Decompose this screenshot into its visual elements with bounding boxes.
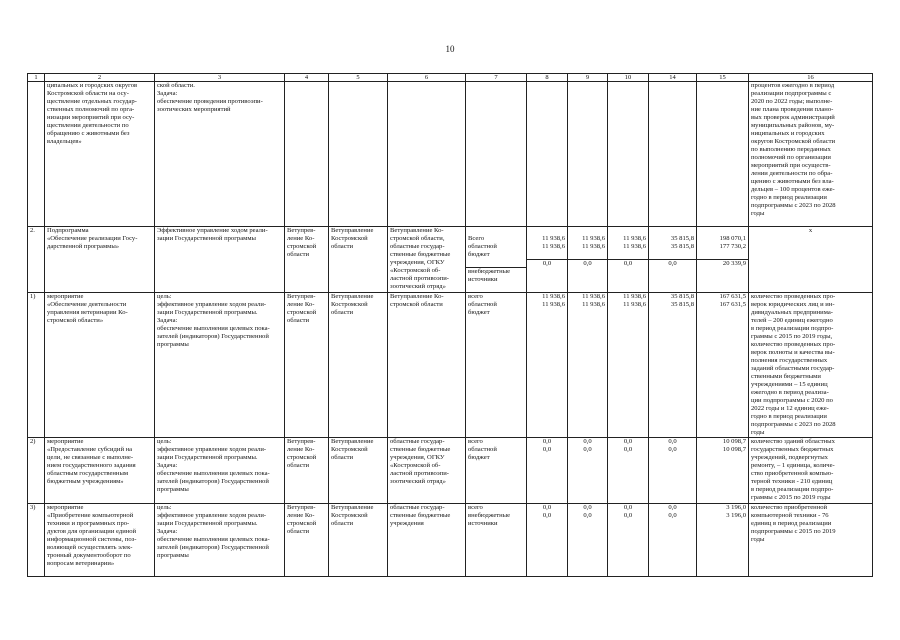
row-number: 1) [28, 293, 45, 438]
indicator-text: количество проведенных про- верок юридических лиц и ин- дивидуальных предпринима- телей – 200 единиц ежегодно в период реализации подпро- граммы с 2015 по 2019 годы, количество проведенных про- верок полноты и качества вы- полнения государственных заданий областными государ- ственными бюджетными учреждениями – 15 единиц ежегодно в период реализа- ции подпрограммы с 2020 по 2022 годы и 12 единиц еже- годно в период реализации подпрограммы с 2023 по 2028 годы [749, 293, 873, 438]
column-number: 7 [466, 74, 527, 82]
participants: областные государ- ственные бюджетные учреждения, ОГКУ «Костромской об- ластной противоэпи- зоотический отряд» [388, 438, 466, 504]
amount-cell: 0,0 0,0 [568, 504, 608, 577]
amount-main: 11 938,6 11 938,6 [582, 235, 605, 250]
column-number: 14 [649, 74, 697, 82]
total-cell [697, 82, 749, 227]
coordinator: Ветуправление Костромской области [329, 504, 388, 577]
page-number: 10 [445, 44, 455, 54]
amount-cell [527, 82, 568, 227]
participants: областные государ- ственные бюджетные учреждения [388, 504, 466, 577]
goal-task: цель: эффективное управление ходом реали- зации Государственной программы. Задача: обеспечение выполнения целевых пока- зателей (индикаторов) Государственной программы [155, 438, 285, 504]
total-cell: 3 196,0 3 196,0 [697, 504, 749, 577]
column-number: 15 [697, 74, 749, 82]
coordinator: Ветуправление Костромской области [329, 227, 388, 293]
total-cell: 10 098,7 10 098,7 [697, 438, 749, 504]
table-row [28, 82, 873, 227]
amount-extra: 0,0 [649, 259, 696, 268]
indicator-text: количество приобретенной компьютерной техники - 76 единиц в период реализации подпрограммы с 2015 по 2019 годы [749, 504, 873, 577]
indicator-text: х [749, 227, 873, 293]
row-number: 2. [28, 227, 45, 293]
amount-extra: 0,0 [608, 259, 648, 268]
goal-task: цель: эффективное управление ходом реали- зации Государственной программы. Задача: обеспечение выполнения целевых пока- зателей (индикаторов) Государственной программы [155, 504, 285, 577]
amount-cell [568, 82, 608, 227]
column-number: 6 [388, 74, 466, 82]
amount-cell: 11 938,6 11 938,6 [527, 293, 568, 438]
funding-source [466, 82, 527, 227]
amount-cell: 0,0 0,0 [568, 438, 608, 504]
executor: Ветупрев- ление Ко- стромской области [285, 227, 329, 293]
amount-extra: 0,0 [568, 259, 607, 268]
amount-cell: 11 938,6 11 938,6 [608, 293, 649, 438]
column-number: 10 [608, 74, 649, 82]
amount-main: 11 938,6 11 938,6 [542, 235, 565, 250]
total-extra: 20 339,9 [697, 259, 748, 268]
column-number: 3 [155, 74, 285, 82]
amount-cell: 0,0 0,0 [649, 438, 697, 504]
row-number [28, 82, 45, 227]
amount-cell [649, 227, 697, 293]
column-number: 2 [45, 74, 155, 82]
participants [388, 82, 466, 227]
funding-source: всего областной бюджет [466, 438, 527, 504]
funding-source: всего областной бюджет [466, 293, 527, 438]
table-row [28, 227, 873, 293]
column-number: 16 [749, 74, 873, 82]
executor [285, 82, 329, 227]
amount-cell: 0,0 0,0 [608, 438, 649, 504]
funding-source-extra: внебюджетные источники [466, 267, 526, 284]
table-row [28, 504, 873, 577]
goal-task: Эффективное управление ходом реали- зации Государственной программы [155, 227, 285, 293]
table-row [28, 293, 873, 438]
amount-cell [608, 227, 649, 293]
table-row [28, 438, 873, 504]
funding-source-main: Всего областной бюджет [468, 235, 497, 258]
amount-cell: 0,0 0,0 [649, 504, 697, 577]
participants: Ветуправление Ко- стромской области, областные государ- ственные бюджетные учреждения, ОГКУ «Костромской об- ластной противоэпи- зоотический отряд» [388, 227, 466, 293]
coordinator: Ветуправление Костромской области [329, 293, 388, 438]
total-cell: 167 631,5 167 631,5 [697, 293, 749, 438]
amount-cell: 11 938,6 11 938,6 [568, 293, 608, 438]
amount-cell: 0,0 0,0 [527, 438, 568, 504]
amount-cell: 0,0 0,0 [608, 504, 649, 577]
executor: Ветупрев- ление Ко- стромской области [285, 438, 329, 504]
funding-source [466, 227, 527, 293]
indicator-text: процентов ежегодно в период реализации подпрограммы с 2020 по 2022 годы; выполне- ние плана проведения плано- вых проверок администраций муниципальных районов, му- ниципальных и городских округов Костромской области по выполнению переданных полномочий по организации мероприятий при осуществ- лении деятельности по обра- щению с животными без вла- дельцев – 100 процентов еже- годно в период реализации подпрограммы с 2023 по 2028 годы [749, 82, 873, 227]
amount-main: 11 938,6 11 938,6 [623, 235, 646, 250]
indicator-text: количество зданий областных государственных бюджетных учреждений, подвергнутых ремонту, – 1 единица, количе- ство приобретенной компью- терной техники - 210 единиц в период реализации подпро- граммы с 2015 по 2019 годы [749, 438, 873, 504]
amount-cell [608, 82, 649, 227]
program-name: мероприятие «Приобретение компьютерной техники и программных про- дуктов для организации единой информационной системы, поз- воляющей осуществлять элек- тронный документооборот по вопросам ветеринарии» [45, 504, 155, 577]
program-table [27, 73, 873, 577]
total-main: 198 070,1 177 730,2 [719, 235, 746, 250]
program-name: мероприятие «Обеспечение деятельности управления ветеринарии Ко- стромской области» [45, 293, 155, 438]
column-number: 8 [527, 74, 568, 82]
row-number: 3) [28, 504, 45, 577]
row-number: 2) [28, 438, 45, 504]
amount-cell: 35 815,8 35 815,8 [649, 293, 697, 438]
amount-cell [527, 227, 568, 293]
program-name: Подпрограмма «Обеспечение реализации Госу- дарственной программы» [45, 227, 155, 293]
column-number: 5 [329, 74, 388, 82]
column-number: 9 [568, 74, 608, 82]
amount-cell [649, 82, 697, 227]
executor: Ветупрев- ление Ко- стромской области [285, 293, 329, 438]
amount-main: 35 815,8 35 815,8 [670, 235, 694, 250]
amount-cell [568, 227, 608, 293]
amount-cell: 0,0 0,0 [527, 504, 568, 577]
total-cell [697, 227, 749, 293]
amount-extra: 0,0 [527, 259, 567, 268]
executor: Ветупрев- ление Ко- стромской области [285, 504, 329, 577]
column-number: 4 [285, 74, 329, 82]
goal-task: цель: эффективное управление ходом реали- зации Государственной программы. Задача: обеспечение выполнения целевых пока- зателей (индикаторов) Государственной программы [155, 293, 285, 438]
program-name: ципальных и городских округов Костромской области на осу- ществление отдельных государ- ственных полномочий по орга- низации мероприятий при осу- ществлении деятельности по обращению с животными без владельцев» [45, 82, 155, 227]
column-number: 1 [28, 74, 45, 82]
funding-source: всего внебюджетные источники [466, 504, 527, 577]
program-name: мероприятие «Предоставление субсидий на цели, не связанные с выполне- нием государственного задания областным государственным бюджетным учреждениям» [45, 438, 155, 504]
coordinator [329, 82, 388, 227]
goal-task: ской области. Задача: обеспечение проведения противоэпи- зоотических мероприятий [155, 82, 285, 227]
column-number-row [28, 74, 873, 82]
participants: Ветуправление Ко- стромской области [388, 293, 466, 438]
coordinator: Ветуправление Костромской области [329, 438, 388, 504]
